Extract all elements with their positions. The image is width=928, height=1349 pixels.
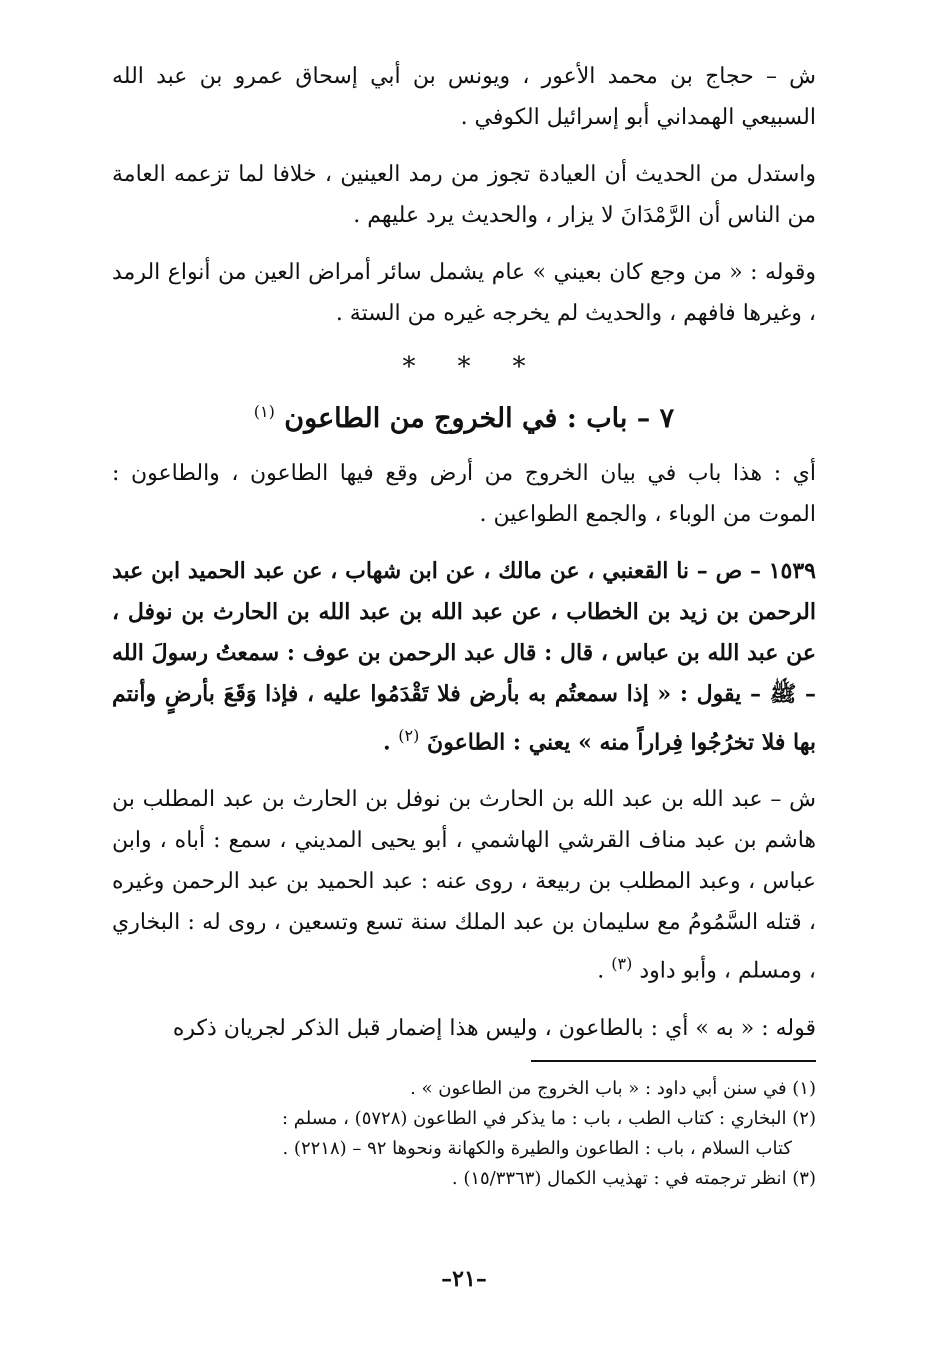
footnote-ref: (٢) (398, 726, 420, 745)
footnote-item: (١) في سنن أبي داود : « باب الخروج من الطاعون » . (410, 1078, 816, 1099)
page-number: –٢١– (441, 1266, 487, 1292)
biography-end: . (597, 958, 605, 984)
paragraph-hadith (112, 551, 816, 763)
page-body (112, 56, 816, 1065)
separator-star: * (457, 352, 471, 382)
separator-star: * (512, 352, 526, 382)
hadith-end: . (382, 729, 391, 756)
chapter-heading (112, 390, 816, 441)
footnotes (112, 1074, 816, 1194)
section-separator (112, 350, 816, 384)
paragraph-narrator-note: ش – حجاج بن محمد الأعور ، ويونس بن أبي إسحاق عمرو بن عبد الله السبيعي الهمداني أبو إسرائيل الكوفي . (112, 64, 816, 130)
footnote-continuation: كتاب السلام ، باب : الطاعون والطيرة والكهانة ونحوها ٩٢ – (٢٢١٨) . (282, 1138, 792, 1159)
footnote-divider (531, 1060, 816, 1062)
biography-text: ش – عبد الله بن عبد الله بن الحارث بن نوفل بن الحارث بن عبد المطلب بن هاشم بن عبد مناف القرشي الهاشمي ، أبو يحيى المديني ، سمع : أباه ، وابن عباس ، وعبد المطلب بن ربيعة ، روى عنه : عبد الحميد بن عبد الرحمن وغيره ، قتله السَّمُومُ مع سليمان بن عبد الملك سنة تسع وتسعين ، روى له : البخاري ، ومسلم ، وأبو داود (112, 787, 816, 984)
footnote-ref: (١) (253, 402, 275, 421)
hadith-text: ١٥٣٩ – ص – نا القعنبي ، عن مالك ، عن ابن شهاب ، عن عبد الحميد ابن عبد الرحمن بن زيد بن الخطاب ، عن عبد الله بن عبد الله بن الحارث بن نوفل ، عن عبد الله بن عباس ، قال : قال عبد الرحمن بن عوف : سمعتُ رسولَ الله – ﷺ – يقول : « إذا سمعتُم به بأرض فلا تَقْدَمُوا عليه ، فإذا وَقَعَ بأرضٍ وأنتم بها فلا تخرُجُوا فِراراً منه » يعني : الطاعونَ (112, 558, 816, 756)
footnote-item: (٢) البخاري : كتاب الطب ، باب : ما يذكر في الطاعون (٥٧٢٨) ، مسلم : (281, 1108, 816, 1129)
chapter-title: ٧ – باب : في الخروج من الطاعون (284, 403, 675, 434)
paragraph-chapter-explanation: أي : هذا باب في بيان الخروج من أرض وقع فيها الطاعون ، والطاعون : الموت من الوباء ، والجمع الطواعين . (112, 461, 816, 527)
paragraph-inference: واستدل من الحديث أن العيادة تجوز من رمد العينين ، خلافا لما تزعمه العامة من الناس أن الرَّمْدَانَ لا يزار ، والحديث يرد عليهم . (112, 162, 816, 228)
paragraph-biography (112, 779, 816, 991)
paragraph-commentary-eye: وقوله : « من وجع كان بعيني » عام يشمل سائر أمراض العين من أنواع الرمد ، وغيرها فافهم ، والحديث لم يخرجه غيره من الستة . (112, 260, 816, 326)
paragraph-commentary-bihi: قوله : « به » أي : بالطاعون ، وليس هذا إضمار قبل الذكر لجريان ذكره (172, 1015, 816, 1041)
separator-star: * (402, 352, 416, 382)
footnote-item: (٣) انظر ترجمته في : تهذيب الكمال (١٥/٣٣٦٣) . (451, 1168, 816, 1189)
footnote-ref: (٣) (611, 954, 633, 974)
